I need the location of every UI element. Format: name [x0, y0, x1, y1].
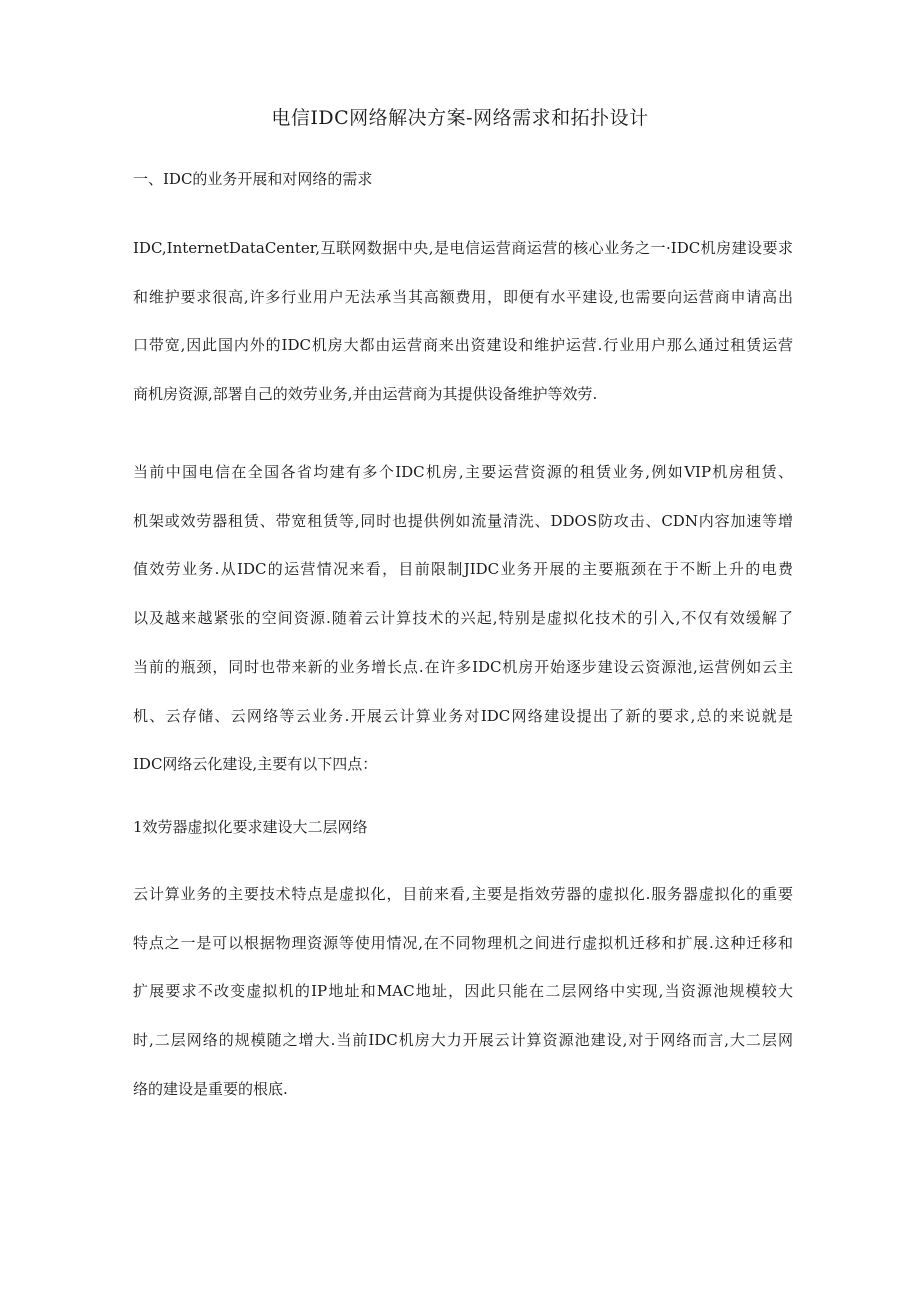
paragraph-idc-intro — [133, 224, 793, 419]
paragraph-line: 云计算业务的主要技术特点是虚拟化，目前来看,主要是指效劳器的虚拟化.服务器虚拟化的重要 — [133, 885, 793, 903]
section-heading-idc-business: 一、IDC的业务开展和对网络的需求 — [133, 170, 373, 188]
paragraph-line: 当前的瓶颈，同时也带来新的业务增长点.在许多IDC机房开始逐步建设云资源池,运营例如云主 — [133, 657, 793, 676]
paragraph-line: 和维护要求很高,许多行业用户无法承当其高额费用，即便有水平建设,也需要向运营商申请高出 — [133, 287, 793, 306]
paragraph-line: IDC,InternetDataCenter,互联网数据中央,是电信运营商运营的核心业务之一·IDC机房建设要求 — [133, 239, 793, 257]
paragraph-china-telecom-idc — [133, 448, 793, 789]
paragraph-line: 络的建设是重要的根底. — [133, 1079, 288, 1098]
paragraph-line: 值效劳业务.从IDC的运营情况来看，目前限制JIDC业务开展的主要瓶颈在于不断上升的电费 — [133, 560, 793, 579]
paragraph-line: 口带宽,因此国内外的IDC机房大都由运营商来出资建设和维护运营.行业用户那么通过租赁运营 — [133, 336, 793, 355]
paragraph-virtualization — [133, 870, 793, 1114]
paragraph-line: 特点之一是可以根据物理资源等使用情况,在不同物理机之间进行虚拟机迁移和扩展.这种迁移和 — [133, 933, 793, 952]
paragraph-line: 商机房资源,部署自己的效劳业务,并由运营商为其提供设备维护等效劳. — [133, 385, 598, 404]
paragraph-line: 机、云存储、云网络等云业务.开展云计算业务对IDC网络建设提出了新的要求,总的来说就是 — [133, 706, 793, 725]
section-heading-server-virtualization: 1效劳器虚拟化要求建设大二层网络 — [133, 818, 368, 836]
paragraph-line: 当前中国电信在全国各省均建有多个IDC机房,主要运营资源的租赁业务,例如VIP机房租赁、 — [133, 463, 793, 481]
document-title: 电信IDC网络解决方案-网络需求和拓扑设计 — [271, 107, 649, 129]
paragraph-line: 扩展要求不改变虚拟机的IP地址和MAC地址，因此只能在二层网络中实现,当资源池规模较大 — [133, 982, 793, 1001]
paragraph-line: 机架或效劳器租赁、带宽租赁等,同时也提供例如流量清洗、DDOS防攻击、CDN内容加速等增 — [133, 511, 793, 530]
paragraph-line: 以及越来越紧张的空间资源.随着云计算技术的兴起,特别是虚拟化技术的引入,不仅有效缓解了 — [133, 609, 793, 628]
paragraph-line: 时,二层网络的规模随之增大.当前IDC机房大力开展云计算资源池建设,对于网络而言,大二层网 — [133, 1031, 793, 1050]
paragraph-line: IDC网络云化建设,主要有以下四点： — [133, 755, 378, 774]
